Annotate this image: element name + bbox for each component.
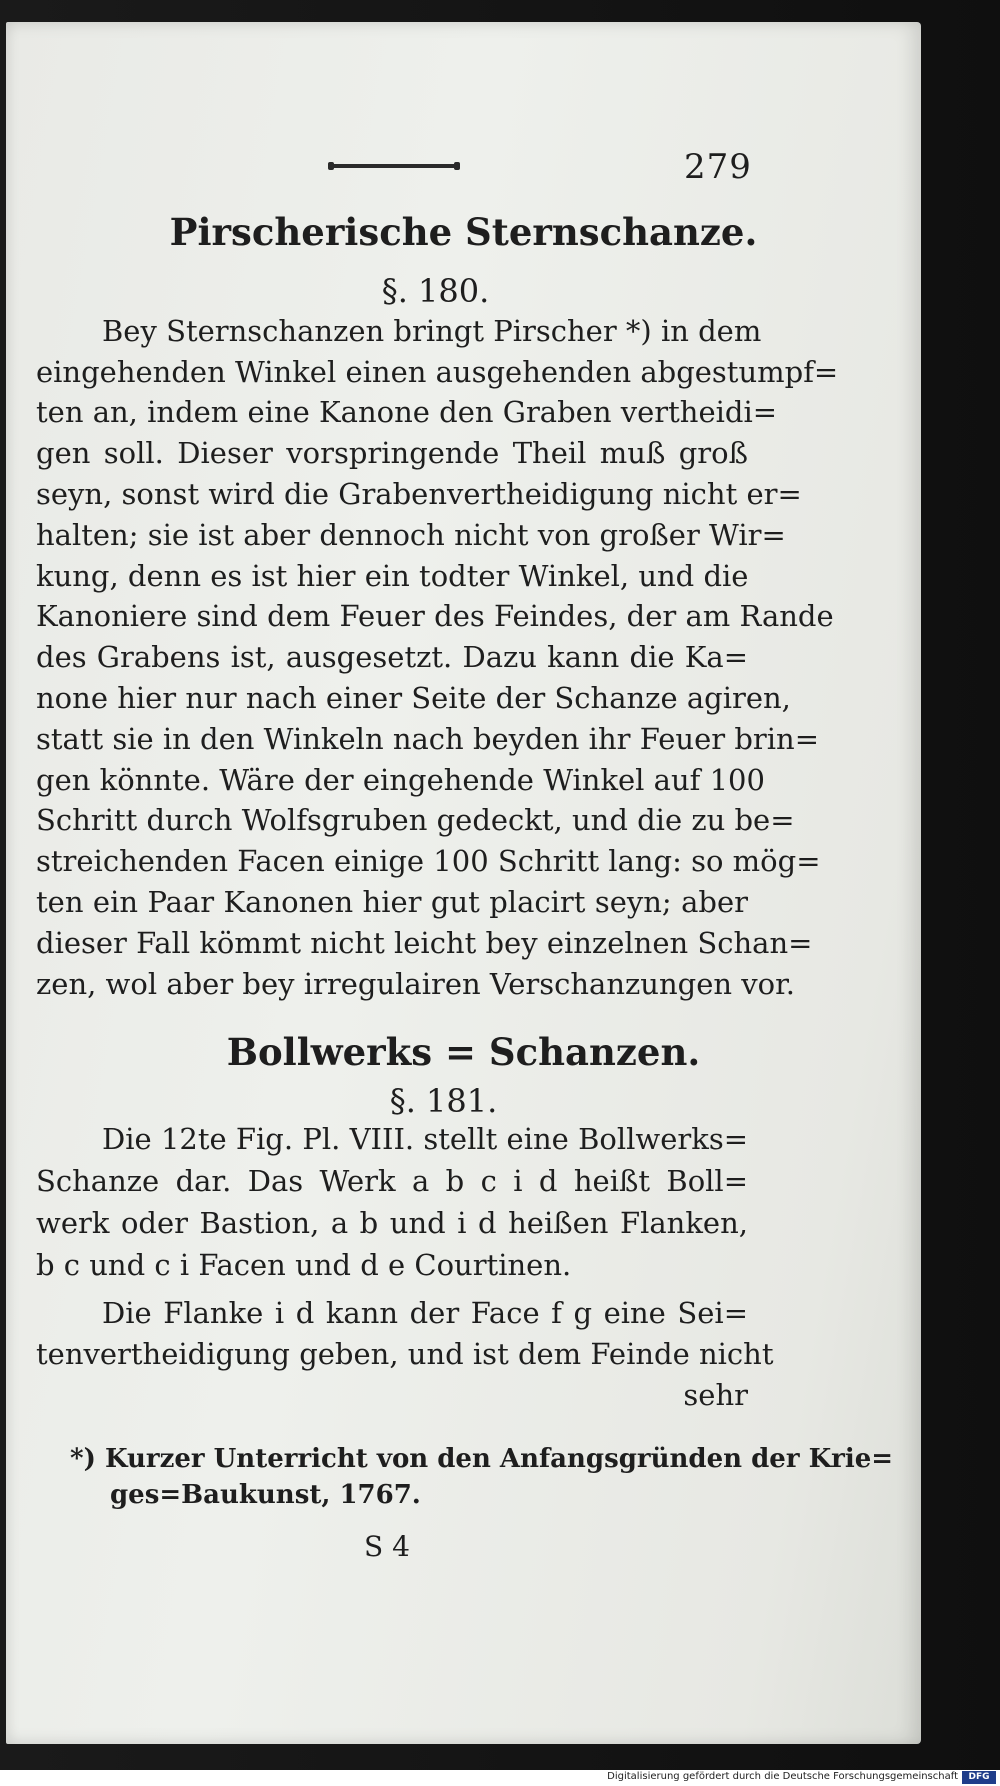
footnote-line: ges=Baukunst, 1767.	[110, 1480, 421, 1510]
text-line: statt sie in den Winkeln nach beyden ihr Feuer brin=	[36, 722, 819, 756]
book-page	[6, 22, 921, 1744]
text-line: ten an, indem eine Kanone den Graben vertheidi=	[36, 395, 778, 429]
ornament-rule	[328, 159, 460, 173]
text-line: tenvertheidigung geben, und ist dem Feinde nicht	[36, 1337, 774, 1371]
text-line: werk oder Bastion, a b und i d heißen Flanken,	[36, 1206, 748, 1240]
text-line: gen könnte. Wäre der eingehende Winkel auf 100	[36, 763, 765, 797]
text-line: Schritt durch Wolfsgruben gedeckt, und die zu be=	[36, 803, 795, 837]
text-line: seyn, sonst wird die Grabenvertheidigung nicht er=	[36, 477, 802, 511]
section-180: §. 180.	[381, 272, 490, 310]
text-line: Bey Sternschanzen bringt Pirscher *) in dem	[102, 314, 762, 348]
heading-bollwerks-schanzen: Bollwerks = Schanzen.	[226, 1030, 701, 1074]
text-line: Die Flanke i d kann der Face f g eine Sei=	[102, 1296, 748, 1330]
text-line: halten; sie ist aber dennoch nicht von großer Wir=	[36, 518, 786, 552]
text-line: Die 12te Fig. Pl. VIII. stellt eine Bollwerks=	[102, 1122, 748, 1156]
footnote-line: *) Kurzer Unterricht von den Anfangsgründen der Krie=	[70, 1444, 894, 1474]
text-line: Schanze dar. Das Werk a b c i d heißt Boll=	[36, 1164, 748, 1198]
catchword: sehr	[683, 1378, 748, 1412]
text-line: streichenden Facen einige 100 Schritt lang: so mög=	[36, 844, 821, 878]
text-line: gen soll. Dieser vorspringende Theil muß groß	[36, 436, 748, 470]
text-line: ten ein Paar Kanonen hier gut placirt seyn; aber	[36, 885, 748, 919]
text-line: zen, wol aber bey irregulairen Verschanzungen vor.	[36, 967, 795, 1001]
text-line: des Grabens ist, ausgesetzt. Dazu kann die Ka=	[36, 640, 748, 674]
page-number: 279	[684, 147, 752, 187]
text-line: b c und c i Facen und d e Courtinen.	[36, 1248, 572, 1282]
digitization-credit: Digitalisierung gefördert durch die Deutsche Forschungsgemeinschaft	[607, 1771, 958, 1782]
text-line: Kanoniere sind dem Feuer des Feindes, der am Rande	[36, 599, 834, 633]
text-line: kung, denn es ist hier ein todter Winkel, und die	[36, 559, 749, 593]
section-181: §. 181.	[389, 1082, 498, 1120]
heading-sternschanze: Pirscherische Sternschanze.	[169, 210, 758, 254]
text-line: eingehenden Winkel einen ausgehenden abgestumpf=	[36, 355, 839, 389]
signature-mark: S 4	[364, 1530, 410, 1563]
dfg-logo-icon: DFG	[962, 1771, 996, 1784]
text-line: dieser Fall kömmt nicht leicht bey einzelnen Schan=	[36, 926, 813, 960]
text-line: none hier nur nach einer Seite der Schanze agiren,	[36, 681, 791, 715]
